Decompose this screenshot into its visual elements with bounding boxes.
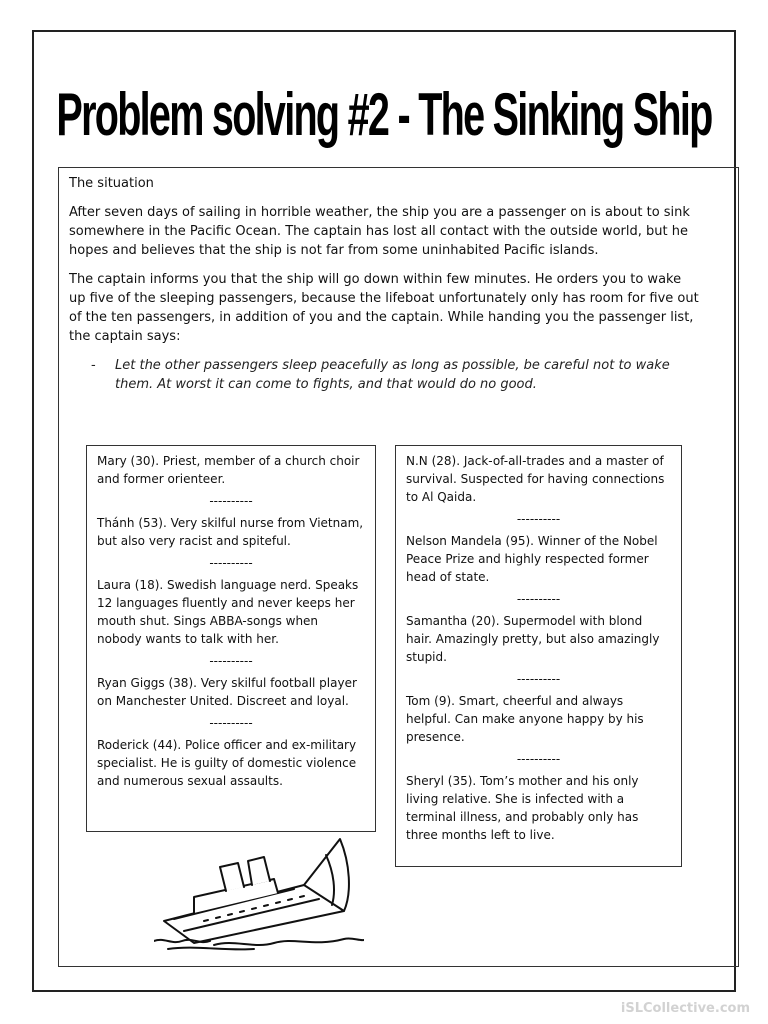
- situation-paragraph-2: The captain informs you that the ship will go down within few minutes. He orders you to wake up five of the sleeping passengers, because the lifeboat unfortunately only has room for five out of the ten passengers, in addition of you and the captain. While handing you the passenger list, the captain says:: [69, 272, 699, 344]
- page-title: Problem solving #2 - The Sinking Ship: [56, 79, 712, 148]
- separator: ----------: [209, 494, 253, 508]
- situation-section: [69, 174, 699, 394]
- passenger-thanh: Thánh (53). Very skilful nurse from Vietnam, but also very racist and spiteful.: [97, 516, 364, 548]
- separator: ----------: [516, 752, 561, 766]
- separator: ----------: [516, 592, 561, 606]
- watermark: iSLCollective.com: [620, 1001, 750, 1016]
- passenger-list-left: [86, 445, 376, 832]
- content-box: [58, 167, 739, 967]
- separator: ----------: [209, 654, 253, 668]
- passenger-roderick: Roderick (44). Police officer and ex-military specialist. He is guilty of domestic violence and numerous sexual assaults.: [97, 738, 357, 788]
- passenger-ryan-giggs: Ryan Giggs (38). Very skilful football player on Manchester United. Discreet and loyal.: [97, 676, 357, 708]
- captain-quote: [91, 356, 699, 394]
- separator: ----------: [209, 556, 253, 570]
- quote-dash: -: [91, 358, 96, 373]
- separator: ----------: [516, 672, 561, 686]
- passenger-mary: Mary (30). Priest, member of a church choir and former orienteer.: [97, 454, 360, 486]
- passenger-nn: N.N (28). Jack-of-all-trades and a master of survival. Suspected for having connections to Al Qaida.: [406, 454, 665, 504]
- passenger-samantha: Samantha (20). Supermodel with blond hair. Amazingly pretty, but also amazingly stupid.: [406, 614, 660, 664]
- passenger-list-right: [395, 445, 682, 867]
- quote-text: Let the other passengers sleep peacefully as long as possible, be careful not to wake them. At worst it can come to fights, and that would do no good.: [115, 358, 670, 392]
- passenger-sheryl: Sheryl (35). Tom’s mother and his only living relative. She is infected with a terminal illness, and probably only has three months left to live.: [406, 774, 639, 842]
- passenger-tom: Tom (9). Smart, cheerful and always helpful. Can make anyone happy by his presence.: [406, 694, 644, 744]
- passenger-nelson-mandela: Nelson Mandela (95). Winner of the Nobel Peace Prize and highly respected former head of state.: [406, 534, 658, 584]
- passenger-laura: Laura (18). Swedish language nerd. Speaks 12 languages fluently and never keeps her mouth shut. Sings ABBA-songs when nobody wants to talk with her.: [97, 578, 359, 646]
- separator: ----------: [209, 716, 253, 730]
- situation-paragraph-1: After seven days of sailing in horrible weather, the ship you are a passenger on is about to sink somewhere in the Pacific Ocean. The captain has lost all contact with the outside world, but he hopes and believes that the ship is not far from some uninhabited Pacific islands.: [69, 205, 690, 258]
- separator: ----------: [516, 512, 561, 526]
- sinking-ship-icon: [154, 833, 364, 953]
- situation-heading: The situation: [69, 176, 154, 191]
